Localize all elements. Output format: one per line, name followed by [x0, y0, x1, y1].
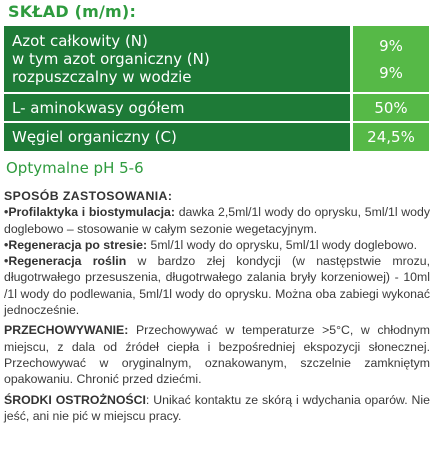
- instructions-body: [4, 188, 430, 424]
- precautions-text: : Unikać kontaktu ze skórą i wdychania oparów. Nie jeść, ani nie pić w miejscu pracy.: [4, 392, 431, 423]
- label-line: Węgiel organiczny (C): [12, 128, 177, 146]
- composition-label: [4, 26, 350, 92]
- value-text: 9%: [379, 36, 403, 55]
- usage-title: SPOSÓB ZASTOSOWANIA:: [4, 189, 173, 203]
- label-line: rozpuszczalny w wodzie: [12, 68, 192, 86]
- composition-value: [353, 26, 429, 92]
- composition-row-nitrogen: [4, 26, 429, 92]
- optimal-ph: Optymalne pH 5-6: [6, 159, 144, 177]
- usage-item-title: Regeneracja roślin: [8, 254, 127, 269]
- precautions-section: [4, 392, 430, 425]
- composition-value: [353, 94, 429, 121]
- bullet-icon: •: [4, 254, 9, 269]
- label-line: w tym azot organiczny (N): [12, 50, 210, 68]
- composition-table: [4, 26, 429, 151]
- composition-value: [353, 123, 429, 151]
- composition-row-carbon: [4, 123, 429, 151]
- storage-text: Przechowywać w temperaturze >5°C, w chłodnym miejscu, z dala od źródeł ciepła i bezpośredniej ekspozycji słonecznej. Przechowywać w oryginalnym, oznakowanym, szczelnie zamkniętym opakowaniu. Chronić przed dziećmi.: [4, 323, 430, 387]
- usage-item-title: Regeneracja po stresie:: [8, 237, 148, 252]
- value-text: 50%: [374, 98, 408, 117]
- bullet-icon: •: [4, 237, 9, 252]
- usage-item-text: w bardzo złej kondycji (w następstwie mrozu, długotrwałego przesuszenia, długotrwałego zalania bryły korzeniowej) - 10ml /1l wody do podlewania, 5ml/1l wody do oprysku. Można oba zabiegi wykonać jednocześnie.: [4, 254, 430, 318]
- usage-item: [4, 237, 430, 253]
- usage-item-text: dawka 2,5ml/1l wody do oprysku, 5ml/1l wody doglebowo – stosowanie w całym sezonie wegetacyjnym.: [4, 205, 430, 236]
- usage-item: [4, 253, 430, 318]
- composition-heading: SKŁAD (m/m):: [8, 2, 137, 21]
- composition-row-aminoacids: [4, 94, 429, 121]
- usage-item-title: Profilaktyka i biostymulacja:: [8, 205, 175, 220]
- storage-title: PRZECHOWYWANIE:: [4, 323, 129, 338]
- bullet-icon: •: [4, 205, 9, 220]
- label-line: Azot całkowity (N): [12, 32, 148, 50]
- value-text: 24,5%: [367, 128, 415, 146]
- precautions-title: ŚRODKI OSTROŻNOŚCI: [4, 392, 146, 407]
- composition-label: [4, 94, 350, 121]
- usage-item: [4, 204, 430, 237]
- storage-section: [4, 322, 430, 387]
- usage-item-text: 5ml/1l wody do oprysku, 5ml/1l wody doglebowo.: [147, 237, 418, 252]
- value-text: 9%: [379, 63, 403, 82]
- label-line: L- aminokwasy ogółem: [12, 98, 185, 117]
- composition-label: [4, 123, 350, 151]
